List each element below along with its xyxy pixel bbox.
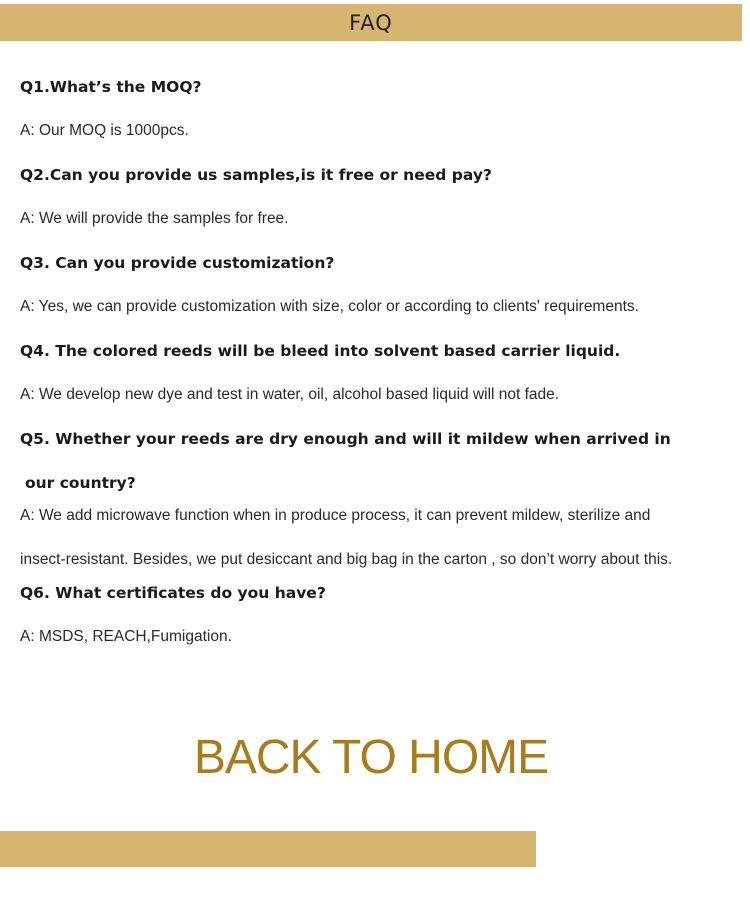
page-title: FAQ [349, 11, 393, 35]
faq-question-5 [20, 417, 730, 505]
faq-answer-5 [20, 494, 730, 582]
header-bar [0, 4, 742, 41]
faq-answer-5-line-2: insect-resistant. Besides, we put desiccant and big bag in the carton , so don’t worry about this. [20, 551, 673, 568]
faq-question-2: Q2.Can you provide us samples,is it free or need pay? [20, 166, 492, 184]
faq-answer-5-line-1: A: We add microwave function when in produce process, it can prevent mildew, sterilize and [20, 507, 651, 524]
faq-question-5-line-1: Q5. Whether your reeds are dry enough and will it mildew when arrived in [20, 430, 671, 448]
faq-answer-3: A: Yes, we can provide customization with size, color or according to clients' requirements. [20, 298, 639, 315]
faq-answer-6: A: MSDS, REACH,Fumigation. [20, 628, 232, 645]
footer-bar [0, 831, 536, 867]
faq-list [20, 76, 730, 670]
back-to-home-link[interactable]: BACK TO HOME [193, 731, 549, 784]
faq-question-1: Q1.What’s the MOQ? [20, 78, 202, 96]
faq-question-5-line-2: our country? [25, 474, 136, 492]
faq-question-4: Q4. The colored reeds will be bleed into solvent based carrier liquid. [20, 342, 621, 360]
faq-question-6: Q6. What certificates do you have? [20, 584, 326, 602]
faq-answer-4: A: We develop new dye and test in water, oil, alcohol based liquid will not fade. [20, 386, 560, 403]
faq-question-3: Q3. Can you provide customization? [20, 254, 335, 272]
faq-answer-2: A: We will provide the samples for free. [20, 210, 289, 227]
faq-answer-1: A: Our MOQ is 1000pcs. [20, 122, 189, 139]
